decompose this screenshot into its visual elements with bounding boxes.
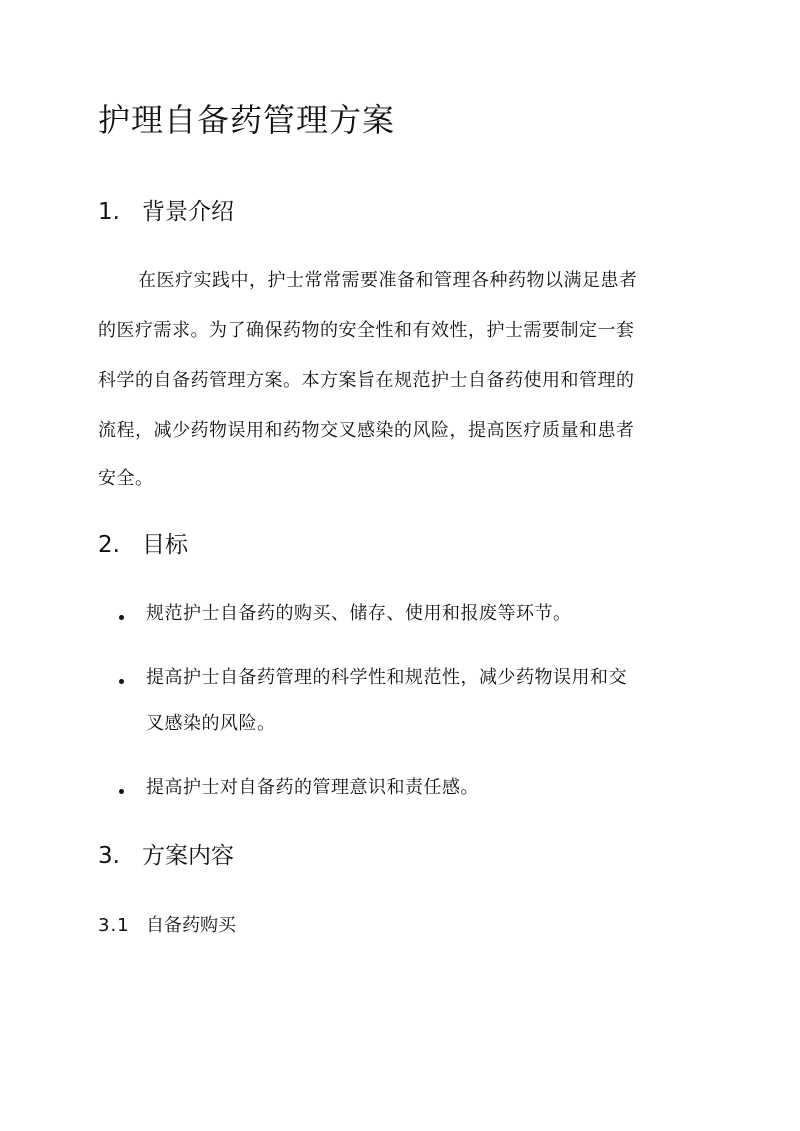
section-heading-background bbox=[98, 196, 234, 228]
document-title: 护理自备药管理方案 bbox=[98, 101, 396, 139]
paragraph-line: 的医疗需求。为了确保药物的安全性和有效性，护士需要制定一套 bbox=[98, 320, 635, 341]
paragraph-line: 安全。 bbox=[98, 468, 154, 489]
paragraph-line: 在医疗实践中，护士常常需要准备和管理各种药物以满足患者 bbox=[138, 270, 638, 291]
subsection-title: 自备药购买 bbox=[146, 915, 236, 936]
section-number: 2. bbox=[98, 532, 120, 558]
subsection-number: 3.1 bbox=[98, 915, 130, 936]
bullet-dot-icon bbox=[119, 789, 124, 794]
paragraph-line: 流程，减少药物误用和药物交叉感染的风险，提高医疗质量和患者 bbox=[98, 420, 635, 441]
section-number: 1. bbox=[98, 199, 120, 225]
subsection-heading-purchase bbox=[98, 913, 236, 939]
paragraph-line: 科学的自备药管理方案。本方案旨在规范护士自备药使用和管理的 bbox=[98, 370, 635, 391]
bullet-item-line: 规范护士自备药的购买、储存、使用和报废等环节。 bbox=[146, 603, 572, 624]
section-title: 背景介绍 bbox=[142, 199, 234, 225]
bullet-item-line: 提高护士对自备药的管理意识和责任感。 bbox=[146, 777, 479, 798]
section-title: 目标 bbox=[142, 532, 188, 558]
bullet-dot-icon bbox=[119, 679, 124, 684]
section-heading-goals bbox=[98, 529, 188, 561]
bullet-dot-icon bbox=[119, 615, 124, 620]
section-number: 3. bbox=[98, 843, 120, 869]
bullet-item-line: 叉感染的风险。 bbox=[146, 713, 276, 734]
section-heading-plan-content bbox=[98, 840, 234, 872]
section-title: 方案内容 bbox=[142, 843, 234, 869]
bullet-item-line: 提高护士自备药管理的科学性和规范性，减少药物误用和交 bbox=[146, 667, 627, 688]
